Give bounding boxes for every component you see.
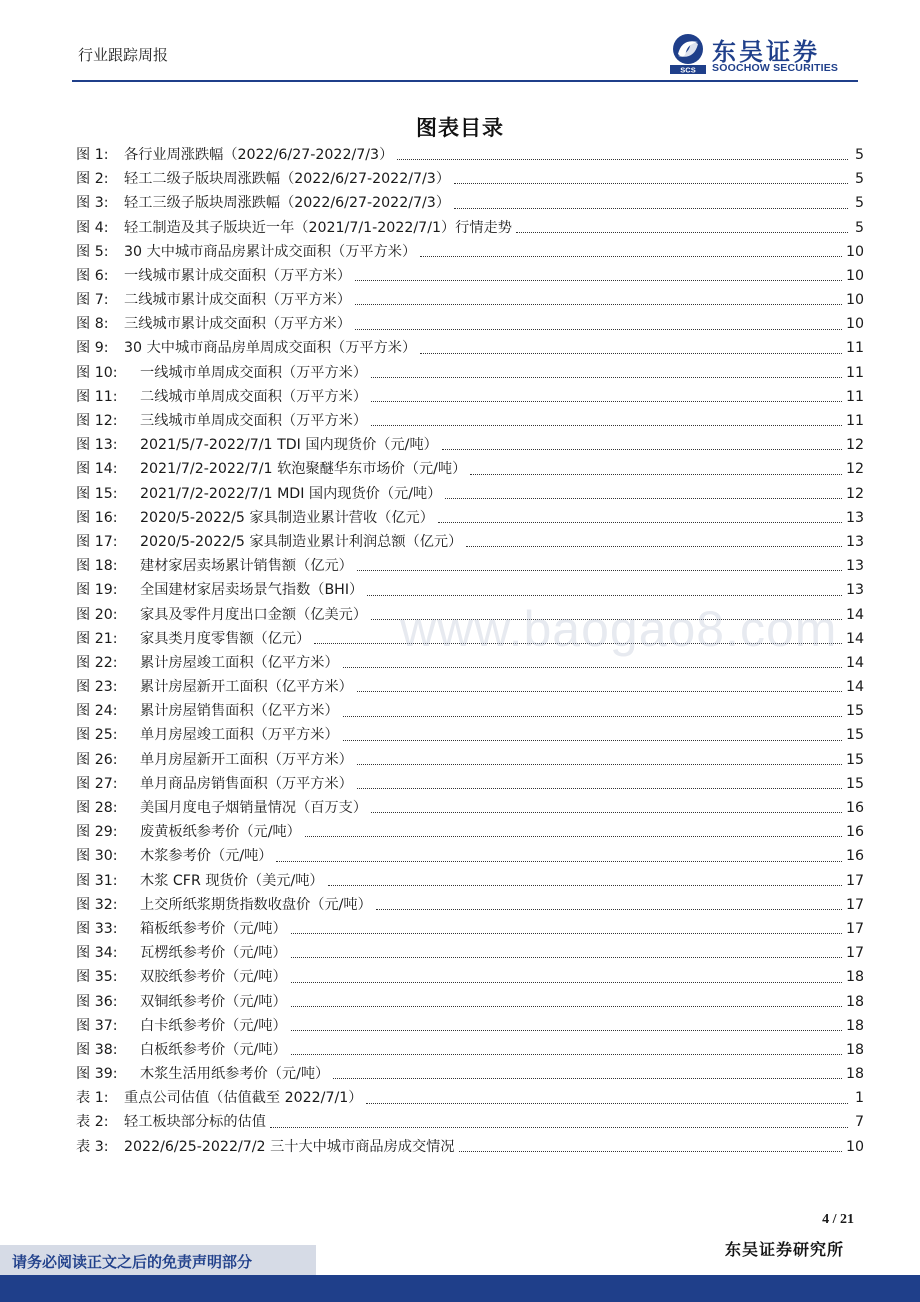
toc-entry-label	[76, 506, 434, 530]
toc-entry[interactable]	[76, 337, 864, 361]
toc-leader-dots	[371, 812, 842, 813]
logo-mark-text: SCS	[680, 65, 696, 75]
toc-entry-label	[76, 796, 367, 820]
toc-leader-dots	[357, 570, 842, 571]
toc-entry-page: 13	[845, 509, 864, 526]
toc-entry-title: 双胶纸参考价（元/吨）	[140, 969, 287, 986]
toc-entry-label	[76, 772, 353, 796]
toc-entry-page: 13	[845, 533, 864, 550]
toc-entry-number: 图 37:	[76, 1017, 118, 1034]
toc-entry[interactable]	[76, 844, 864, 868]
toc-entry-page: 18	[845, 1017, 864, 1034]
toc-entry-title: 瓦楞纸参考价（元/吨）	[140, 945, 287, 962]
toc-entry-number: 图 18:	[76, 558, 118, 575]
toc-entry-title: 轻工制造及其子版块近一年（2021/7/1-2022/7/1）行情走势	[124, 219, 512, 236]
toc-entry-title: 二线城市累计成交面积（万平方米）	[124, 292, 352, 309]
toc-entry-label	[76, 288, 351, 312]
toc-entry-number: 图 22:	[76, 654, 118, 671]
toc-entry-number: 图 12:	[76, 413, 118, 430]
toc-entry[interactable]	[76, 796, 864, 820]
toc-entry-label	[76, 1062, 329, 1086]
toc-leader-dots	[470, 474, 842, 475]
toc-leader-dots	[442, 449, 842, 450]
toc-entry-label	[76, 1110, 266, 1134]
toc-entry-title: 三线城市累计成交面积（万平方米）	[124, 316, 352, 333]
toc-entry[interactable]	[76, 530, 864, 554]
toc-entry-page: 14	[845, 606, 864, 623]
toc-entry-number: 图 11:	[76, 388, 118, 405]
toc-entry-title: 单月商品房销售面积（万平方米）	[140, 775, 353, 792]
toc-entry[interactable]	[76, 820, 864, 844]
toc-entry-label	[76, 844, 272, 868]
toc-entry-title: 单月房屋新开工面积（万平方米）	[140, 751, 353, 768]
toc-entry-title: 三线城市单周成交面积（万平方米）	[140, 413, 368, 430]
toc-leader-dots	[397, 159, 848, 160]
toc-entry-number: 图 5:	[76, 243, 109, 260]
toc-entry-label	[76, 1086, 362, 1110]
toc-entry-page: 12	[845, 437, 864, 454]
toc-entry-number: 图 3:	[76, 195, 109, 212]
toc-entry-title: 建材家居卖场累计销售额（亿元）	[140, 558, 353, 575]
toc-entry-label	[76, 869, 324, 893]
toc-entry[interactable]	[76, 191, 864, 215]
toc-entry-page: 5	[854, 195, 864, 212]
toc-entry-label	[76, 216, 512, 240]
toc-entry-number: 图 28:	[76, 800, 118, 817]
toc-entry-title: 累计房屋新开工面积（亿平方米）	[140, 679, 353, 696]
company-logo	[668, 32, 858, 78]
toc-entry-label	[76, 723, 339, 747]
toc-entry-title: 全国建材家居卖场景气指数（BHI）	[140, 582, 364, 599]
toc-entry-title: 美国月度电子烟销量情况（百万支）	[140, 800, 368, 817]
toc-leader-dots	[420, 353, 842, 354]
toc-entry-label	[76, 530, 462, 554]
toc-entry-number: 图 19:	[76, 582, 118, 599]
toc-entry-title: 白板纸参考价（元/吨）	[140, 1041, 287, 1058]
toc-entry-label	[76, 264, 351, 288]
toc-leader-dots	[459, 1151, 842, 1152]
toc-entry-number: 图 24:	[76, 703, 118, 720]
toc-entry-number: 表 3:	[76, 1138, 109, 1155]
toc-entry-title: 重点公司估值（估值截至 2022/7/1）	[124, 1090, 363, 1107]
toc-entry-page: 14	[845, 679, 864, 696]
toc-entry[interactable]	[76, 216, 864, 240]
toc-entry-page: 15	[845, 703, 864, 720]
toc-entry-title: 单月房屋竣工面积（万平方米）	[140, 727, 339, 744]
toc-entry-number: 图 33:	[76, 920, 118, 937]
logo-english-name: SOOCHOW SECURITIES	[712, 62, 839, 74]
toc-entry-label	[76, 457, 466, 481]
toc-leader-dots	[276, 861, 841, 862]
toc-entry[interactable]	[76, 1014, 864, 1038]
toc-leader-dots	[291, 1054, 842, 1055]
toc-entry-label	[76, 627, 310, 651]
toc-leader-dots	[291, 1006, 842, 1007]
toc-entry-label	[76, 1014, 287, 1038]
toc-leader-dots	[291, 982, 842, 983]
toc-entry-page: 18	[845, 1041, 864, 1058]
toc-entry[interactable]	[76, 1135, 864, 1159]
toc-entry-page: 16	[845, 824, 864, 841]
toc-entry-page: 10	[845, 1138, 864, 1155]
toc-entry-page: 18	[845, 993, 864, 1010]
toc-leader-dots	[357, 691, 842, 692]
toc-entry-title: 一线城市单周成交面积（万平方米）	[140, 364, 368, 381]
toc-entry-page: 7	[854, 1114, 864, 1131]
toc-entry-page: 12	[845, 461, 864, 478]
page-title: 图表目录	[416, 115, 504, 140]
toc-leader-dots	[366, 1103, 848, 1104]
toc-entry[interactable]	[76, 917, 864, 941]
toc-entry-page: 11	[845, 340, 864, 357]
toc-entry-page: 10	[845, 267, 864, 284]
toc-entry-number: 图 26:	[76, 751, 118, 768]
toc-entry-title: 家具类月度零售额（亿元）	[140, 630, 311, 647]
toc-entry[interactable]	[76, 965, 864, 989]
toc-entry-page: 17	[845, 872, 864, 889]
toc-entry-number: 图 7:	[76, 292, 109, 309]
toc-entry-number: 图 6:	[76, 267, 109, 284]
toc-leader-dots	[333, 1078, 842, 1079]
toc-entry[interactable]	[76, 1111, 864, 1135]
toc-leader-dots	[371, 377, 842, 378]
toc-leader-dots	[438, 522, 842, 523]
toc-leader-dots	[291, 933, 842, 934]
toc-entry-number: 图 10:	[76, 364, 118, 381]
toc-entry[interactable]	[76, 264, 864, 288]
toc-entry-label	[76, 965, 287, 989]
toc-entry-number: 图 20:	[76, 606, 118, 623]
toc-entry-title: 2021/7/2-2022/7/1 MDI 国内现货价（元/吨）	[140, 485, 442, 502]
report-category: 行业跟踪周报	[78, 46, 169, 64]
toc-entry-label	[76, 312, 351, 336]
toc-entry-number: 图 17:	[76, 533, 118, 550]
toc-entry-number: 图 15:	[76, 485, 118, 502]
toc-leader-dots	[305, 836, 842, 837]
toc-leader-dots	[357, 788, 842, 789]
toc-entry-title: 累计房屋竣工面积（亿平方米）	[140, 654, 339, 671]
toc-entry-label	[76, 361, 367, 385]
toc-entry-label	[76, 748, 353, 772]
toc-entry[interactable]	[76, 1086, 864, 1110]
toc-entry-label	[76, 482, 441, 506]
toc-leader-dots	[454, 208, 848, 209]
toc-entry-title: 2020/5-2022/5 家具制造业累计营收（亿元）	[140, 509, 434, 526]
toc-entry-number: 图 30:	[76, 848, 118, 865]
toc-entry[interactable]	[76, 1062, 864, 1086]
toc-entry-title: 二线城市单周成交面积（万平方米）	[140, 388, 368, 405]
toc-entry-number: 图 13:	[76, 437, 118, 454]
toc-entry[interactable]	[76, 167, 864, 191]
toc-entry[interactable]	[76, 772, 864, 796]
logo-chinese-name: 东吴证券	[712, 38, 820, 66]
toc-entry-page: 14	[845, 654, 864, 671]
toc-leader-dots	[516, 232, 848, 233]
toc-entry-title: 轻工二级子版块周涨跌幅（2022/6/27-2022/7/3）	[124, 171, 451, 188]
toc-entry-label	[76, 409, 367, 433]
toc-entry-title: 轻工板块部分标的估值	[124, 1114, 266, 1131]
toc-entry[interactable]	[76, 941, 864, 965]
toc-entry[interactable]	[76, 748, 864, 772]
toc-entry-page: 11	[845, 364, 864, 381]
toc-entry[interactable]	[76, 385, 864, 409]
toc-entry-page: 10	[845, 292, 864, 309]
toc-entry[interactable]	[76, 361, 864, 385]
toc-entry-page: 12	[845, 485, 864, 502]
toc-entry-page: 18	[845, 1066, 864, 1083]
toc-entry-number: 图 36:	[76, 993, 118, 1010]
toc-entry-page: 5	[854, 146, 864, 163]
toc-entry-label	[76, 167, 450, 191]
toc-entry-title: 累计房屋销售面积（亿平方米）	[140, 703, 339, 720]
toc-entry-number: 图 9:	[76, 340, 109, 357]
toc-entry-number: 图 31:	[76, 872, 118, 889]
toc-entry-number: 表 1:	[76, 1090, 109, 1107]
logo-mark-icon	[668, 32, 708, 76]
toc-entry-title: 30 大中城市商品房累计成交面积（万平方米）	[124, 243, 417, 260]
toc-entry-title: 废黄板纸参考价（元/吨）	[140, 824, 301, 841]
toc-entry[interactable]	[76, 724, 864, 748]
toc-entry-title: 轻工三级子版块周涨跌幅（2022/6/27-2022/7/3）	[124, 195, 451, 212]
toc-entry[interactable]	[76, 554, 864, 578]
toc-leader-dots	[420, 256, 842, 257]
toc-entry-label	[76, 1135, 455, 1159]
header-divider	[72, 80, 858, 82]
toc-entry-label	[76, 941, 287, 965]
toc-leader-dots	[328, 885, 842, 886]
toc-entry[interactable]	[76, 482, 864, 506]
toc-entry-number: 表 2:	[76, 1114, 109, 1131]
disclaimer-text: 请务必阅读正文之后的免责声明部分	[12, 1253, 253, 1271]
toc-entry-page: 17	[845, 945, 864, 962]
toc-entry-title: 各行业周涨跌幅（2022/6/27-2022/7/3）	[124, 146, 394, 163]
toc-entry-title: 家具及零件月度出口金额（亿美元）	[140, 606, 368, 623]
toc-leader-dots	[343, 716, 842, 717]
toc-entry-page: 16	[845, 800, 864, 817]
toc-entry-label	[76, 336, 416, 360]
toc-entry[interactable]	[76, 699, 864, 723]
toc-entry-number: 图 27:	[76, 775, 118, 792]
toc-entry[interactable]	[76, 143, 864, 167]
institute-name: 东吴证券研究所	[724, 1240, 844, 1259]
toc-entry-number: 图 8:	[76, 316, 109, 333]
toc-entry-label	[76, 578, 363, 602]
toc-entry-title: 2022/6/25-2022/7/2 三十大中城市商品房成交情况	[124, 1138, 455, 1155]
toc-entry-page: 17	[845, 920, 864, 937]
toc-leader-dots	[355, 329, 842, 330]
toc-entry-page: 16	[845, 848, 864, 865]
toc-entry-page: 1	[854, 1090, 864, 1107]
toc-entry-number: 图 32:	[76, 896, 118, 913]
toc-entry-title: 木浆参考价（元/吨）	[140, 848, 273, 865]
toc-entry-title: 30 大中城市商品房单周成交面积（万平方米）	[124, 340, 417, 357]
toc-leader-dots	[355, 280, 842, 281]
toc-leader-dots	[454, 183, 848, 184]
toc-entry-page: 15	[845, 775, 864, 792]
toc-entry[interactable]	[76, 990, 864, 1014]
toc-entry-label	[76, 554, 353, 578]
toc-entry-label	[76, 191, 450, 215]
toc-entry[interactable]	[76, 288, 864, 312]
toc-entry-number: 图 35:	[76, 969, 118, 986]
toc-entry-label	[76, 651, 339, 675]
toc-entry-title: 木浆生活用纸参考价（元/吨）	[140, 1066, 330, 1083]
toc-leader-dots	[291, 1030, 842, 1031]
toc-leader-dots	[270, 1127, 848, 1128]
toc-entry[interactable]	[76, 869, 864, 893]
toc-entry[interactable]	[76, 675, 864, 699]
toc-entry-page: 5	[854, 219, 864, 236]
toc-entry-title: 双铜纸参考价（元/吨）	[140, 993, 287, 1010]
toc-leader-dots	[343, 740, 842, 741]
toc-entry-number: 图 34:	[76, 945, 118, 962]
toc-leader-dots	[355, 304, 842, 305]
toc-entry-label	[76, 143, 393, 167]
toc-entry-page: 10	[845, 243, 864, 260]
toc-entry[interactable]	[76, 312, 864, 336]
toc-entry-label	[76, 385, 367, 409]
toc-entry[interactable]	[76, 506, 864, 530]
page-number: 4 / 21	[822, 1212, 854, 1227]
footer-bar	[0, 1275, 920, 1302]
toc-entry-page: 15	[845, 751, 864, 768]
toc-entry-page: 18	[845, 969, 864, 986]
toc-entry[interactable]	[76, 1038, 864, 1062]
toc-entry-number: 图 4:	[76, 219, 109, 236]
toc-entry-label	[76, 990, 287, 1014]
toc-entry-label	[76, 675, 353, 699]
toc-entry-number: 图 29:	[76, 824, 118, 841]
toc-entry-title: 2021/5/7-2022/7/1 TDI 国内现货价（元/吨）	[140, 437, 438, 454]
toc-entry-title: 上交所纸浆期货指数收盘价（元/吨）	[140, 896, 372, 913]
toc-entry-page: 11	[845, 413, 864, 430]
toc-leader-dots	[371, 425, 842, 426]
toc-entry[interactable]	[76, 457, 864, 481]
toc-entry-title: 2020/5-2022/5 家具制造业累计利润总额（亿元）	[140, 533, 463, 550]
toc-entry-label	[76, 1038, 287, 1062]
toc-leader-dots	[371, 401, 842, 402]
toc-leader-dots	[445, 498, 842, 499]
toc-entry-page: 14	[845, 630, 864, 647]
toc-leader-dots	[291, 957, 842, 958]
toc-entry-label	[76, 433, 438, 457]
toc-entry-title: 2021/7/2-2022/7/1 软泡聚醚华东市场价（元/吨）	[140, 461, 467, 478]
toc-leader-dots	[466, 546, 842, 547]
toc-entry-label	[76, 240, 416, 264]
toc-entry[interactable]	[76, 433, 864, 457]
watermark: www.baogao8.com	[400, 601, 838, 657]
toc-entry-number: 图 21:	[76, 630, 118, 647]
toc-entry-page: 5	[854, 171, 864, 188]
toc-leader-dots	[367, 595, 842, 596]
toc-entry-page: 13	[845, 558, 864, 575]
toc-entry-title: 木浆 CFR 现货价（美元/吨）	[140, 872, 324, 889]
toc-leader-dots	[376, 909, 842, 910]
toc-entry-label	[76, 917, 287, 941]
toc-entry-title: 箱板纸参考价（元/吨）	[140, 920, 287, 937]
toc-entry-title: 一线城市累计成交面积（万平方米）	[124, 267, 352, 284]
toc-leader-dots	[343, 667, 842, 668]
toc-entry-label	[76, 893, 372, 917]
toc-entry-label	[76, 820, 301, 844]
toc-entry-title: 白卡纸参考价（元/吨）	[140, 1017, 287, 1034]
toc-entry-number: 图 25:	[76, 727, 118, 744]
toc-entry-page: 10	[845, 316, 864, 333]
toc-entry-number: 图 23:	[76, 679, 118, 696]
toc-entry-number: 图 38:	[76, 1041, 118, 1058]
toc-entry-number: 图 39:	[76, 1066, 118, 1083]
toc-entry[interactable]	[76, 893, 864, 917]
toc-entry-label	[76, 699, 339, 723]
toc-entry-number: 图 14:	[76, 461, 118, 478]
toc-entry[interactable]	[76, 240, 864, 264]
toc-entry-page: 11	[845, 388, 864, 405]
toc-entry-page: 13	[845, 582, 864, 599]
toc-entry-number: 图 16:	[76, 509, 118, 526]
toc-leader-dots	[357, 764, 842, 765]
toc-entry-page: 15	[845, 727, 864, 744]
toc-entry-number: 图 2:	[76, 171, 109, 188]
toc-entry[interactable]	[76, 409, 864, 433]
toc-entry-number: 图 1:	[76, 146, 109, 163]
toc-entry-label	[76, 603, 367, 627]
toc-entry[interactable]	[76, 578, 864, 602]
toc-entry-page: 17	[845, 896, 864, 913]
